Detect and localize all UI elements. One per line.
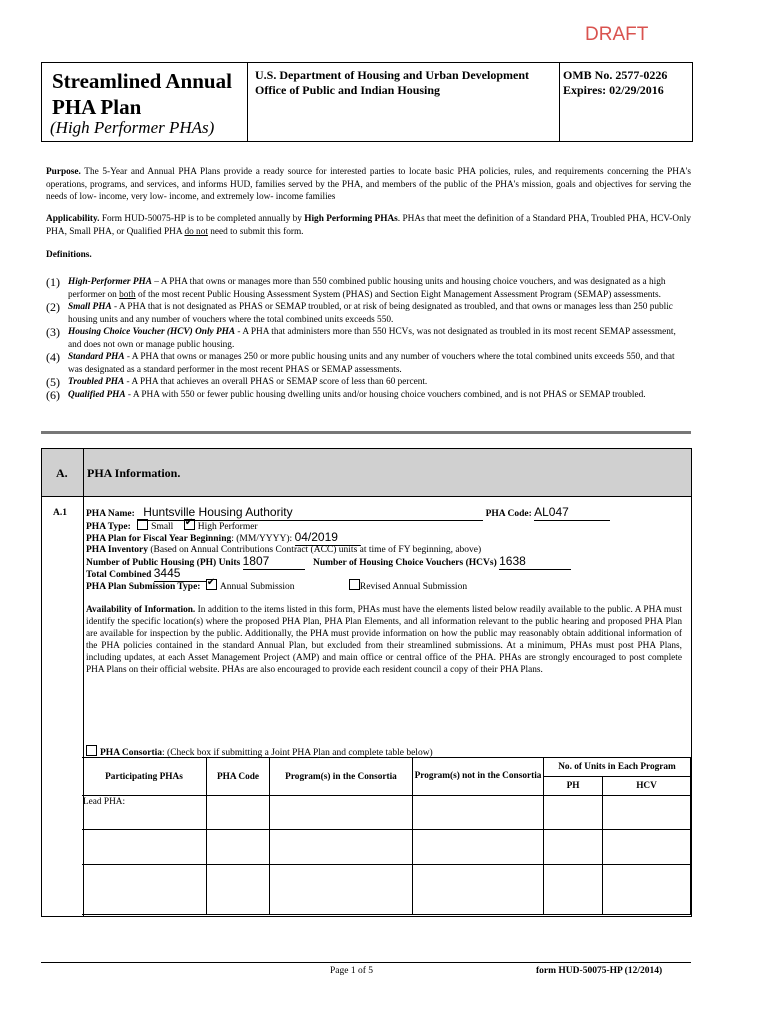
form-number: form HUD-50075-HP (12/2014)	[536, 966, 663, 976]
pha-name-label: PHA Name:	[86, 509, 135, 519]
def-num: (5)	[46, 375, 60, 389]
hcv-value: 1638	[499, 554, 526, 568]
consortia-table	[82, 757, 691, 915]
consortia-label: PHA Consortia	[100, 748, 163, 758]
applicability-bold: High Performing PHAs	[304, 214, 398, 224]
applicability-text3: need to submit this form.	[207, 226, 304, 237]
footer-line	[41, 962, 691, 963]
table-cell[interactable]	[603, 830, 691, 865]
lead-pha-label: Lead PHA:	[83, 797, 126, 807]
table-cell[interactable]	[82, 830, 207, 865]
applicability-paragraph	[46, 213, 691, 238]
table-cell[interactable]	[207, 865, 270, 915]
section-a-header	[41, 448, 692, 497]
col-units: No. of Units in Each Program	[544, 758, 691, 777]
table-cell[interactable]	[270, 830, 413, 865]
table-cell[interactable]	[413, 796, 544, 830]
pha-type-label: PHA Type:	[86, 522, 131, 532]
def-text: - A PHA that owns or manages 250 or more public housing units and any number of vouchers where the total combined units exceeds 550, and that was designated as a standard performer in the most recent PHAS or SEMAP assessments.	[68, 352, 675, 375]
def-term: High-Performer PHA	[68, 277, 152, 287]
col-pha-code: PHA Code	[207, 758, 270, 796]
high-performer-label: High Performer	[197, 522, 258, 532]
def-term: Standard PHA	[68, 352, 125, 362]
table-cell[interactable]	[413, 830, 544, 865]
table-cell[interactable]	[270, 796, 413, 830]
form-subtitle: (High Performer PHAs)	[50, 118, 215, 137]
inventory-note: (Based on Annual Contributions Contract (ACC) units at time of FY beginning, above)	[148, 545, 482, 555]
total-value: 3445	[153, 566, 181, 580]
expiry-date: Expires: 02/29/2016	[563, 83, 664, 97]
high-performer-checkbox[interactable]	[184, 519, 195, 530]
revised-submission-label: Revised Annual Submission	[359, 582, 468, 592]
fy-label: PHA Plan for Fiscal Year Beginning	[86, 534, 232, 544]
table-cell[interactable]	[603, 796, 691, 830]
definition-item	[46, 389, 691, 402]
def-num: (2)	[46, 300, 60, 314]
applicability-label: Applicability.	[46, 214, 100, 224]
title-cell	[42, 63, 248, 141]
hcv-label: Number of Housing Choice Vouchers (HCVs)	[312, 558, 497, 568]
table-cell[interactable]	[544, 865, 603, 915]
dept-name: U.S. Department of Housing and Urban Development	[255, 68, 530, 82]
def-underline: both	[119, 289, 136, 300]
def-text: - A PHA that is not designated as PHAS or SEMAP troubled, or at risk of being designated as troubled, and that owns or manages less than 250 public housing units and any number of vouchers where the total combined units exceeds 550.	[68, 302, 673, 325]
applicability-underline: do not	[184, 226, 208, 237]
form-title	[52, 68, 232, 120]
consortia-checkbox[interactable]	[86, 745, 97, 756]
section-title: PHA Information.	[87, 466, 181, 480]
fy-format: : (MM/YYYY):	[231, 534, 293, 544]
annual-submission-label: Annual Submission	[219, 582, 295, 592]
table-cell[interactable]	[270, 865, 413, 915]
ph-units-label: Number of Public Housing (PH) Units	[86, 558, 241, 568]
definition-item	[46, 301, 691, 326]
applicability-text2: . PHAs that meet the definition of a Standard PHA, Troubled PHA, HCV-Only PHA, Small PHA, or Qualified PHA	[46, 214, 691, 237]
def-term: Troubled PHA	[68, 377, 125, 387]
col-programs-in: Program(s) in the Consortia	[270, 758, 413, 796]
draft-watermark: DRAFT	[585, 24, 649, 45]
pha-name-value: Huntsville Housing Authority	[143, 505, 293, 519]
availability-label: Availability of Information.	[86, 605, 196, 615]
def-num: (6)	[46, 388, 60, 402]
inventory-label: PHA Inventory	[86, 545, 149, 555]
ph-units-field[interactable]	[243, 555, 305, 570]
purpose-text: The 5-Year and Annual PHA Plans provide a ready source for interested parties to locate basic PHA policies, rules, and requirements concerning the PHA's operations, programs, and services, and informs HUD, families served by the PHA, and members of the public of the PHA's mission, goals and objectives for serving the needs of low- income, very low- income, and extremely low- income families	[46, 167, 691, 202]
def-num: (4)	[46, 350, 60, 364]
availability-paragraph	[86, 604, 682, 676]
definition-item	[46, 276, 691, 301]
small-label: Small	[151, 522, 174, 532]
col-hcv: HCV	[603, 777, 691, 796]
title-line2: PHA Plan	[52, 95, 142, 119]
col-participating: Participating PHAs	[82, 758, 207, 796]
purpose-label: Purpose.	[46, 167, 81, 177]
def-text-post: of the most recent Public Housing Assessment System (PHAS) and Section Eight Management Assessment Program (SEMAP) assessments.	[135, 289, 661, 300]
col-ph: PH	[544, 777, 603, 796]
submission-row	[86, 579, 467, 593]
total-label: Total Combined	[86, 570, 152, 580]
definition-item	[46, 376, 691, 389]
table-cell[interactable]	[603, 865, 691, 915]
def-num: (1)	[46, 275, 60, 289]
purpose-paragraph	[46, 166, 691, 204]
definitions-heading	[46, 249, 691, 262]
section-divider	[41, 431, 691, 434]
definition-item	[46, 351, 691, 376]
def-text: - A PHA that administers more than 550 HCVs, was not designated as troubled in its most recent SEMAP assessment, and does not own or manage public housing.	[68, 327, 676, 350]
page-number: Page 1 of 5	[330, 966, 374, 976]
table-cell[interactable]	[207, 830, 270, 865]
small-checkbox[interactable]	[137, 519, 148, 530]
hcv-field[interactable]	[499, 555, 571, 570]
table-cell[interactable]	[207, 796, 270, 830]
table-cell[interactable]	[544, 830, 603, 865]
form-header	[41, 62, 693, 142]
department-cell	[247, 63, 560, 141]
def-term: Qualified PHA	[68, 390, 126, 400]
applicability-text1: Form HUD-50075-HP is to be completed annually by	[99, 214, 305, 224]
ph-units-value: 1807	[242, 554, 270, 568]
a1-label: A.1	[53, 508, 67, 518]
definitions-label: Definitions.	[46, 250, 92, 260]
pha-code-label: PHA Code:	[485, 509, 532, 519]
definitions-list	[46, 276, 691, 402]
pha-code-field[interactable]	[534, 506, 610, 521]
revised-submission-checkbox[interactable]	[349, 579, 360, 590]
col-programs-not-in: Program(s) not in the Consortia	[413, 758, 544, 796]
submission-label: PHA Plan Submission Type:	[86, 582, 201, 592]
table-cell[interactable]	[544, 796, 603, 830]
def-term: Housing Choice Voucher (HCV) Only PHA	[68, 327, 236, 337]
annual-submission-checkbox[interactable]	[206, 579, 217, 590]
office-name: Office of Public and Indian Housing	[255, 83, 441, 97]
def-text: - A PHA with 550 or fewer public housing dwelling units and/or housing choice vouchers combined, and is not PHAS or SEMAP troubled.	[125, 390, 646, 400]
def-text: – A PHA that owns or manages more than 550 combined public housing units and housing choice vouchers, and was designated as a high performer on	[68, 277, 666, 300]
omb-cell	[563, 68, 667, 98]
table-cell[interactable]	[413, 865, 544, 915]
consortia-note: : (Check box if submitting a Joint PHA Plan and complete table below)	[162, 748, 433, 758]
title-line1: Streamlined Annual	[52, 69, 232, 93]
table-cell[interactable]	[82, 865, 207, 915]
def-text: - A PHA that achieves an overall PHAS or SEMAP score of less than 60 percent.	[124, 377, 428, 387]
def-num: (3)	[46, 325, 60, 339]
availability-text: In addition to the items listed in this form, PHAs must have the elements listed below readily available to the public. A PHA must identify the specific location(s) where the proposed PHA Plan, PHA Plan Elements, and all information relevant to the public hearing and proposed PHA Plan are available for inspection by the public. Additionally, the PHA must provide information on how the public may reasonably obtain additional information of the PHA policies contained in the standard Annual Plan, but excluded from their streamlined submissions. At a minimum, PHAs must post PHA Plans, including updates, at each Asset Management Project (AMP) and main office or central office of the PHA. PHAs are strongly encouraged to post complete PHA Plans on their official website. PHAs are also encouraged to provide each resident council a copy of their PHA Plans.	[86, 605, 682, 675]
definition-item	[46, 326, 691, 351]
def-term: Small PHA	[68, 302, 112, 312]
lead-pha-cell[interactable]	[82, 796, 207, 830]
omb-number: OMB No. 2577-0226	[563, 68, 668, 82]
fy-value: 04/2019	[294, 530, 338, 544]
pha-code-value: AL047	[534, 505, 569, 519]
section-letter: A.	[56, 466, 68, 480]
